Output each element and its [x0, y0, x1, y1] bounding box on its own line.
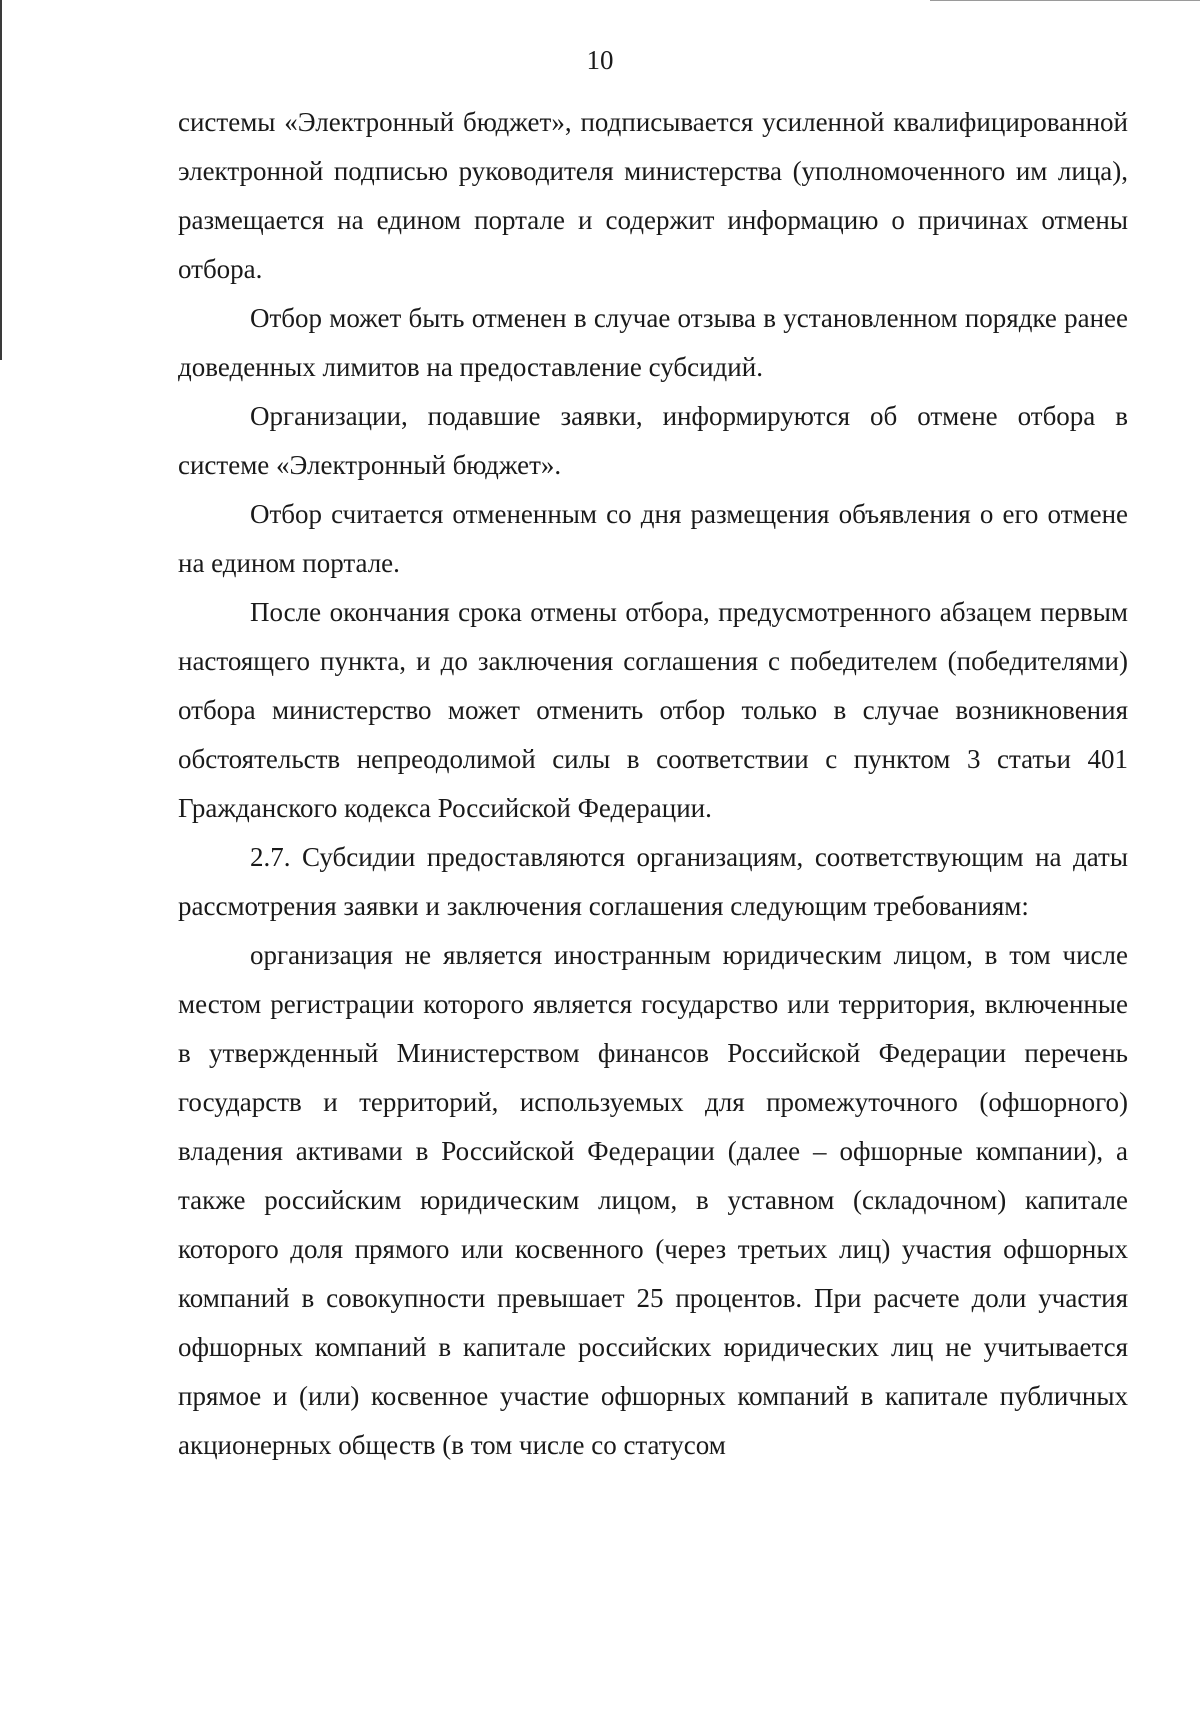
page-top-edge-line: [930, 0, 1200, 1]
paragraph: После окончания срока отмены отбора, предусмотренного абзацем первым настоящего пункта, и до заключения соглашения с победителем (победителями) отбора министерство может отменить отбор только в случае возникновения обстоятельств непреодолимой силы в соответствии с пунктом 3 статьи 401 Гражданского кодекса Российской Федерации.: [178, 597, 1128, 823]
paragraph: организация не является иностранным юридическим лицом, в том числе местом регистрации которого является государство или территория, включенные в утвержденный Министерством финансов Российской Федерации перечень государств и территорий, используемых для промежуточного (офшорного) владения активами в Российской Федерации (далее – офшорные компании), а также российским юридическим лицом, в уставном (складочном) капитале которого доля прямого или косвенного (через третьих лиц) участия офшорных компаний в совокупности превышает 25 процентов. При расчете доли участия офшорных компаний в капитале российских юридических лиц не учитывается прямое и (или) косвенное участие офшорных компаний в капитале публичных акционерных обществ (в том числе со статусом: [178, 940, 1128, 1460]
document-body: [178, 98, 1128, 1470]
paragraph-continuation: системы «Электронный бюджет», подписывается усиленной квалифицированной электронной подписью руководителя министерства (уполномоченного им лица), размещается на едином портале и содержит информацию о причинах отмены отбора.: [178, 107, 1128, 284]
page-number: 10: [586, 45, 614, 75]
paragraph: Отбор считается отмененным со дня размещения объявления о его отмене на едином портале.: [178, 499, 1128, 578]
paragraph: Организации, подавшие заявки, информируются об отмене отбора в системе «Электронный бюджет».: [178, 401, 1128, 480]
paragraph-clause-2-7: 2.7. Субсидии предоставляются организациям, соответствующим на даты рассмотрения заявки и заключения соглашения следующим требованиям:: [178, 842, 1128, 921]
paragraph: Отбор может быть отменен в случае отзыва в установленном порядке ранее доведенных лимитов на предоставление субсидий.: [178, 303, 1128, 382]
